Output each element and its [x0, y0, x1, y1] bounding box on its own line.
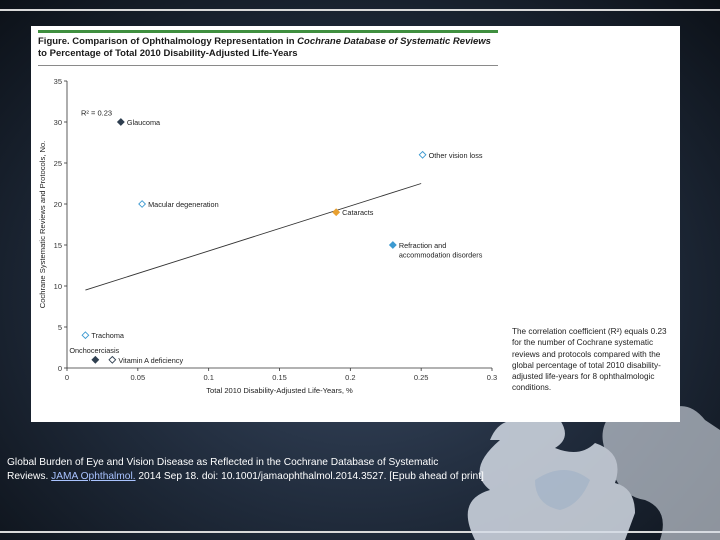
data-point-label: Vitamin A deficiency	[118, 355, 184, 365]
y-tick-label: 10	[53, 282, 62, 291]
data-point-marker	[82, 332, 89, 339]
y-tick-label: 20	[53, 200, 62, 209]
trendline	[85, 184, 421, 291]
figure-title-line2: to Percentage of Total 2010 Disability-Adjusted Life-Years	[38, 48, 298, 59]
data-point-marker	[109, 357, 116, 364]
y-tick-label: 5	[57, 323, 62, 332]
data-point-marker	[139, 201, 146, 208]
y-tick-label: 25	[53, 159, 62, 168]
y-tick-label: 15	[53, 241, 62, 250]
journal-link[interactable]: JAMA Ophthalmol.	[51, 471, 136, 482]
figure-title-italic: Cochrane Database of Systematic Reviews	[297, 36, 491, 47]
y-axis-label: Cochrane Systematic Reviews and Protocols, No.	[38, 140, 47, 309]
x-tick-label: 0.1	[203, 373, 214, 382]
figure-panel	[31, 26, 680, 422]
data-point-label: Other vision loss	[428, 150, 483, 160]
data-point-marker	[92, 357, 99, 364]
r-squared-annotation: R² = 0.23	[81, 108, 113, 118]
citation-caption	[7, 456, 507, 484]
data-point-marker	[419, 152, 426, 159]
data-point-label: accommodation disorders	[398, 250, 483, 260]
figure-title-main: Comparison of Ophthalmology Representation in	[69, 36, 298, 47]
figure-title-prefix: Figure.	[38, 36, 70, 47]
caption-prefix: Reviews.	[7, 471, 52, 482]
x-tick-label: 0.2	[345, 373, 356, 382]
top-divider-line	[0, 9, 720, 11]
data-point-marker	[390, 242, 397, 249]
y-tick-label: 30	[53, 118, 62, 127]
caption-rest: 2014 Sep 18. doi: 10.1001/jamaophthalmol.2014.3527. [Epub ahead of print]	[135, 471, 484, 482]
x-tick-label: 0.15	[272, 373, 287, 382]
correlation-note: The correlation coefficient (R²) equals 0.23 for the number of Cochrane systematic reviews and protocols compared with the global percentage of total 2010 disability-adjusted life-years for 8 ophthalmologic conditions.	[512, 327, 667, 393]
x-axis-label: Total 2010 Disability-Adjusted Life-Years, %	[206, 386, 353, 395]
data-point-label: Macular degeneration	[148, 200, 219, 209]
x-tick-label: 0.25	[413, 373, 429, 382]
data-point-label: Trachoma	[91, 331, 124, 341]
data-point-label: Cataracts	[342, 208, 374, 218]
data-point-label: Glaucoma	[126, 118, 161, 127]
data-point-label: Onchocerciasis	[69, 345, 120, 355]
data-point-marker	[118, 119, 125, 126]
x-tick-label: 0	[64, 373, 70, 382]
y-tick-label: 35	[53, 77, 62, 86]
x-tick-label: 0.05	[130, 373, 146, 382]
data-point-label: Refraction and	[398, 241, 447, 250]
caption-line1: Global Burden of Eye and Vision Disease as Reflected in the Cochrane Database of Systematic	[7, 457, 439, 468]
x-tick-label: 0.3	[486, 373, 498, 382]
y-tick-label: 0	[57, 364, 62, 373]
